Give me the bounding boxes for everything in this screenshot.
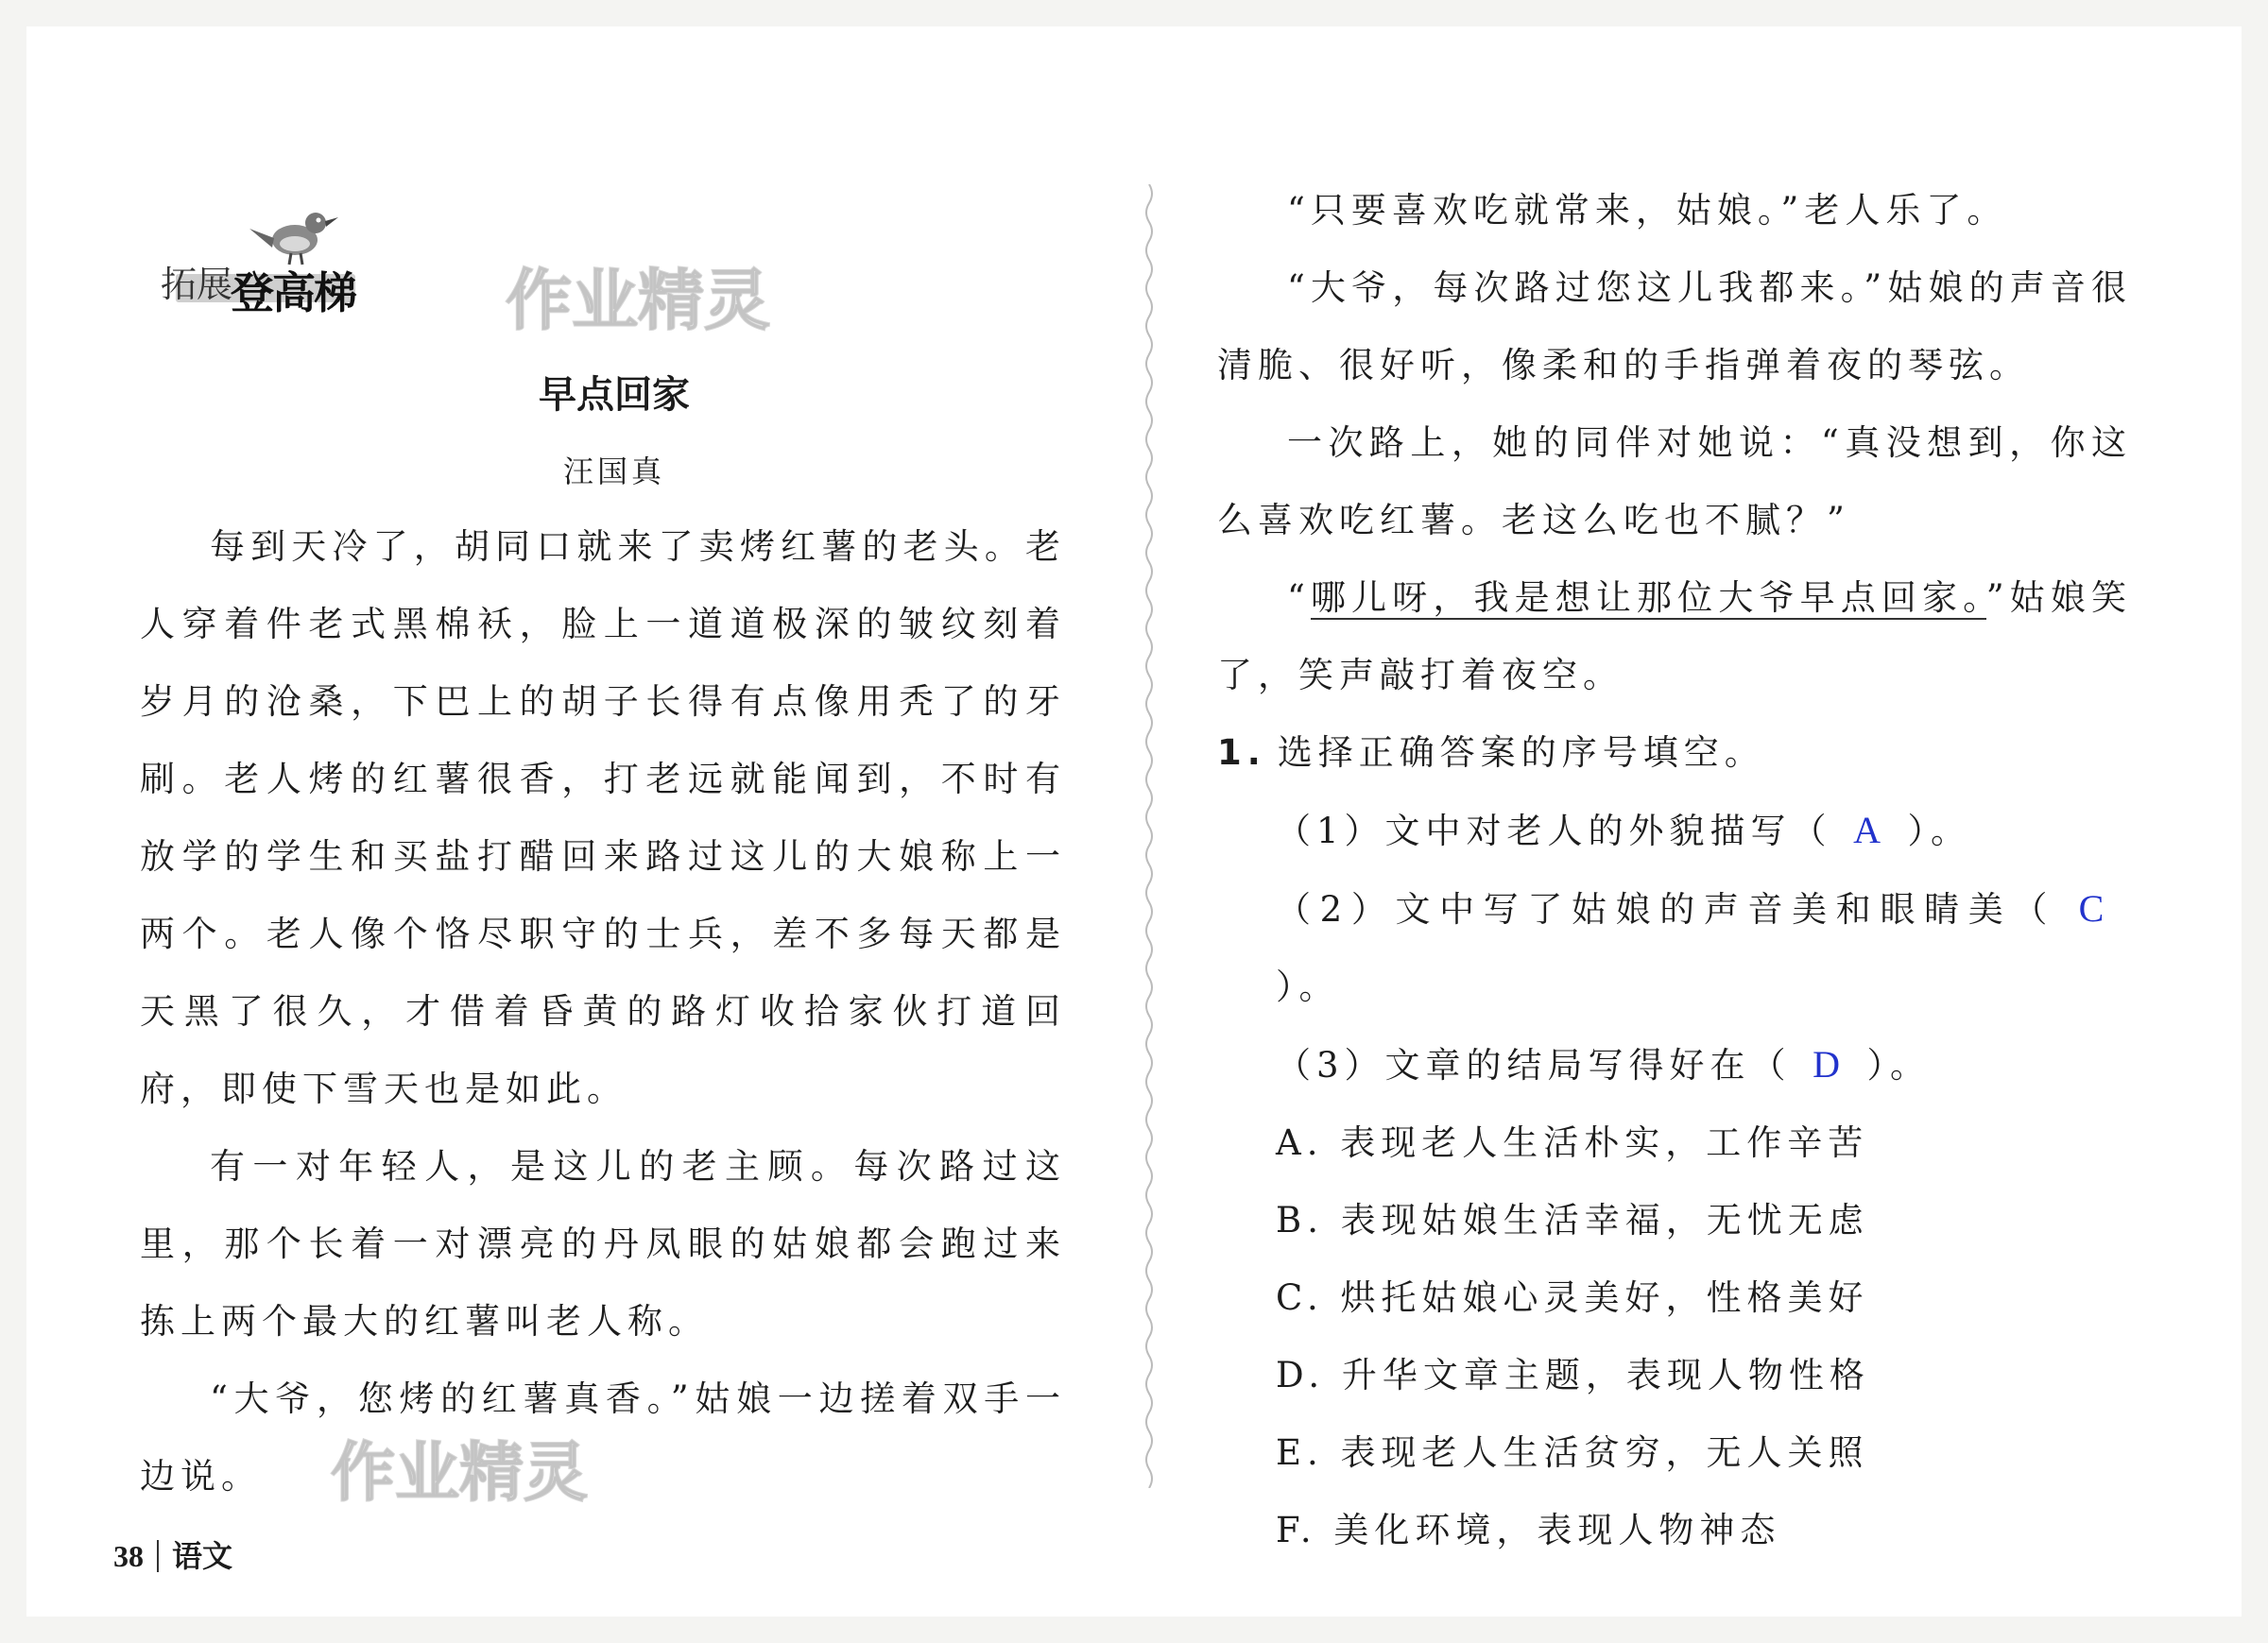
left-column: [140, 508, 1066, 1515]
paragraph-5: “大爷，每次路过您这儿我都来。”姑娘的声音很清脆、很好听，像柔和的手指弹着夜的琴弦。: [1217, 267, 2132, 385]
sub-question-text: （1）文中对老人的外貌描写（: [1276, 811, 1832, 851]
paragraph-1: 每到天冷了，胡同口就来了卖烤红薯的老头。老人穿着件老式黑棉袄，脸上一道道极深的皱纹刻着岁月的沧桑，下巴上的胡子长得有点像用秃了的牙刷。老人烤的红薯很香，打老远就能闻到，不时有放学的学生和买盐打醋回来路过这儿的大娘称上一两个。老人像个恪尽职守的士兵，差不多每天都是天黑了很久，才借着昏黄的路灯收拾家伙打道回府，即使下雪天也是如此。: [140, 526, 1066, 1109]
page-divider: [1142, 184, 1157, 1488]
option-c: C. 烘托姑娘心灵美好，性格美好: [1276, 1277, 1869, 1318]
open-quote: “: [1287, 577, 1311, 618]
option-e: E. 表现老人生活贫穷，无人关照: [1276, 1432, 1869, 1473]
answer-blank[interactable]: D: [1813, 1043, 1846, 1086]
question-number: 1.: [1217, 732, 1266, 773]
question-heading: [1217, 714, 2132, 792]
sub-question-close: ）。: [1907, 811, 1972, 851]
page-footer: [113, 1532, 232, 1576]
paragraph-4: “只要喜欢吃就常来，姑娘。”老人乐了。: [1287, 190, 2008, 231]
watermark-bottom: 作业精灵: [331, 1436, 589, 1511]
sub-question-close: ）。: [1866, 1045, 1932, 1086]
footer-separator: [157, 1540, 159, 1572]
paragraph-3: “大爷，您烤的红薯真香。”姑娘一边搓着双手一边说。: [140, 1378, 1066, 1497]
answer-blank[interactable]: C: [2078, 887, 2110, 930]
option-a: A. 表现老人生活朴实，工作辛苦: [1276, 1122, 1869, 1163]
paragraph-2: 有一对年轻人，是这儿的老主顾。每次路过这里，那个长着一对漂亮的丹凤眼的姑娘都会跑过来拣上两个最大的红薯叫老人称。: [140, 1146, 1066, 1342]
option-f: F. 美化环境，表现人物神态: [1276, 1510, 1781, 1550]
underlined-sentence: 哪儿呀，我是想让那位大爷早点回家。: [1310, 577, 1986, 618]
answer-blank[interactable]: A: [1853, 809, 1886, 851]
article-author: 汪国真: [562, 454, 665, 489]
article-title: 早点回家: [539, 373, 690, 417]
page-number: 38: [113, 1539, 144, 1573]
question-prompt: 选择正确答案的序号填空。: [1277, 732, 1765, 773]
paragraph-7: [1217, 559, 2132, 714]
sub-question-2: [1217, 870, 2132, 1026]
option-d: D. 升华文章主题，表现人物性格: [1276, 1355, 1870, 1395]
paragraph-6: 一次路上，她的同伴对她说：“真没想到，你这么喜欢吃红薯。老这么吃也不腻？”: [1217, 422, 2132, 540]
sub-question-3: [1217, 1026, 2132, 1104]
watermark-top: 作业精灵: [506, 262, 770, 339]
paragraph-7-rest: ”姑娘笑了，笑声敲打着夜空。: [1217, 577, 2132, 695]
sub-question-text: （2）文中写了姑娘的声音美和眼睛美（: [1276, 889, 2056, 930]
section-badge: [161, 200, 369, 318]
badge-prefix: 拓展: [161, 264, 233, 305]
right-column: [1217, 172, 2132, 1569]
bird-icon: [236, 200, 350, 266]
subject-label: 语文: [172, 1538, 233, 1574]
sub-question-close: ）。: [1276, 967, 1340, 1007]
badge-title: 登高梯: [231, 267, 355, 318]
option-b: B. 表现姑娘生活幸福，无忧无虑: [1276, 1200, 1869, 1241]
sub-question-1: [1217, 792, 2132, 870]
sub-question-text: （3）文章的结局写得好在（: [1276, 1045, 1792, 1086]
